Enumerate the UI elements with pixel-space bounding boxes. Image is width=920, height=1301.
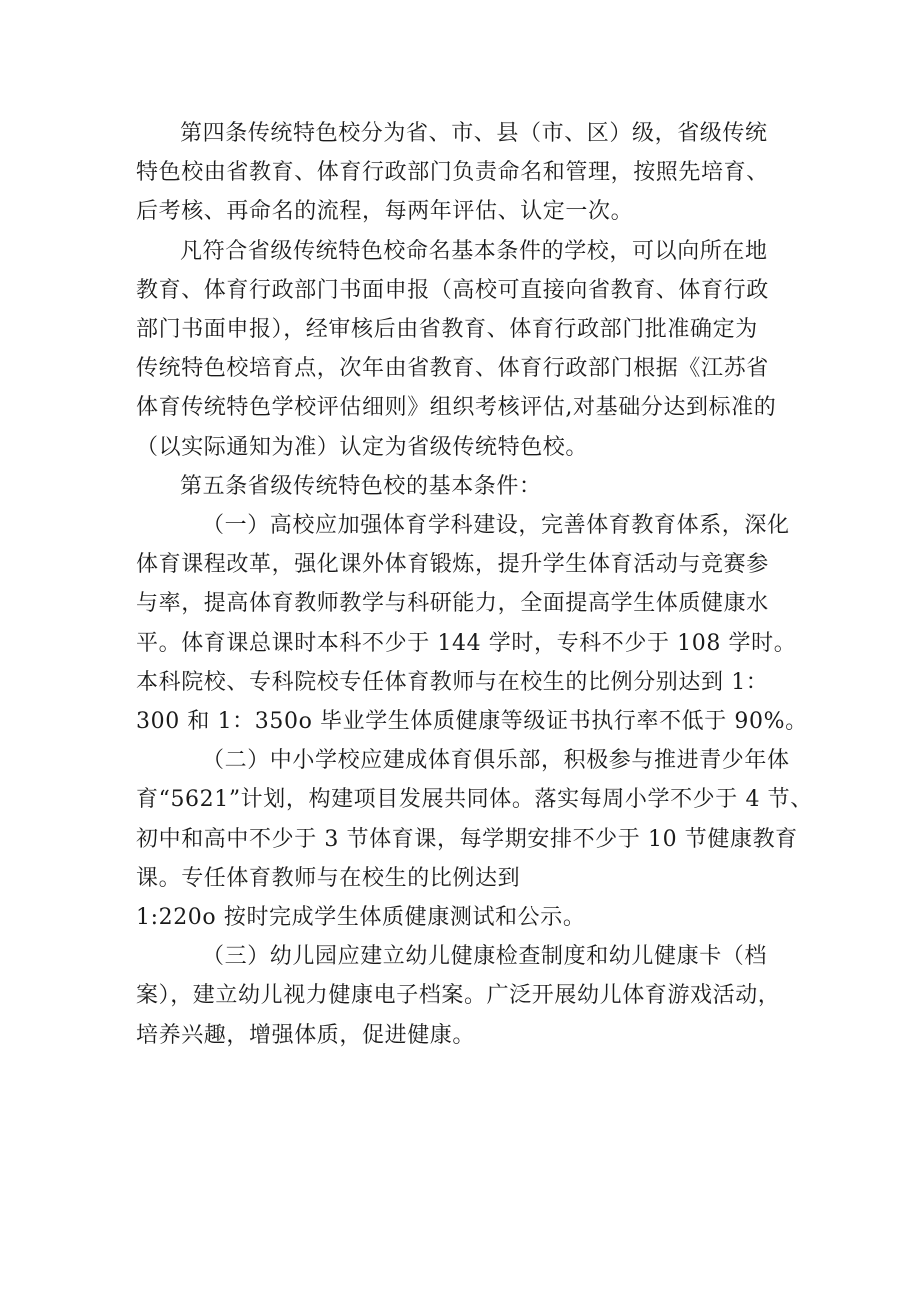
- document-body: [136, 114, 813, 1055]
- text-line: （三）幼儿园应建立幼儿健康检查制度和幼儿健康卡（档: [202, 944, 768, 970]
- text-line: 1:220o 按时完成学生体质健康测试和公示。: [136, 905, 586, 931]
- text-line: 凡符合省级传统特色校命名基本条件的学校，可以向所在地: [180, 238, 768, 264]
- text-line: 体育课程改革，强化课外体育锻炼，提升学生体育活动与竞赛参: [136, 552, 769, 578]
- text-line: 第四条传统特色校分为省、市、县（市、区）级，省级传统: [180, 121, 768, 146]
- paragraph-condition-1: [136, 506, 808, 741]
- text-line: 课。专任体育教师与在校生的比例达到: [136, 865, 521, 891]
- text-line: （一）高校应加强体育学科建设，完善体育教育体系，深化: [202, 513, 790, 539]
- paragraph-article-5: [136, 467, 796, 506]
- text-line: 初中和高中不少于 3 节体育课，每学期安排不少于 10 节健康教育: [136, 826, 798, 852]
- paragraph-article-4: [136, 114, 796, 232]
- text-line: 特色校由省教育、体育行政部门负责命名和管理，按照先培育、: [136, 160, 769, 186]
- text-line: 育“5621”计划，构建项目发展共同体。落实每周小学不少于 4 节、: [136, 787, 813, 813]
- text-line: （二）中小学校应建成体育俱乐部，积极参与推进青少年体: [202, 748, 790, 774]
- text-line: 案），建立幼儿视力健康电子档案。广泛开展幼儿体育游戏活动，: [136, 983, 781, 1009]
- text-line: 本科院校、专科院校专任体育教师与在校生的比例分别达到 1：: [136, 669, 769, 695]
- paragraph-condition-3: [136, 937, 796, 1055]
- text-line: 培养兴趣，增强体质，促进健康。: [136, 1022, 476, 1048]
- text-line: 教育、体育行政部门书面申报（高校可直接向省教育、体育行政: [136, 277, 769, 303]
- text-line: 与率，提高体育教师教学与科研能力，全面提高学生体质健康水: [136, 591, 769, 617]
- text-line: 第五条省级传统特色校的基本条件：: [180, 473, 542, 499]
- text-line: 300 和 1：350o 毕业学生体质健康等级证书执行率不低于 90%。: [136, 709, 808, 735]
- text-line: 平。体育课总课时本科不少于 144 学时，专科不少于 108 学时。: [136, 630, 797, 656]
- text-line: 体育传统特色学校评估细则》组织考核评估,对基础分达到标准的: [136, 395, 777, 421]
- text-line: 部门书面申报），经审核后由省教育、体育行政部门批准确定为: [136, 317, 758, 343]
- text-line: 传统特色校培育点，次年由省教育、体育行政部门根据《江苏省: [136, 356, 769, 382]
- paragraph-condition-2: [136, 741, 813, 937]
- text-line: （以实际通知为准）认定为省级传统特色校。: [136, 434, 589, 460]
- text-line: 后考核、再命名的流程，每两年评估、认定一次。: [136, 199, 634, 225]
- paragraph-application-process: [136, 232, 796, 467]
